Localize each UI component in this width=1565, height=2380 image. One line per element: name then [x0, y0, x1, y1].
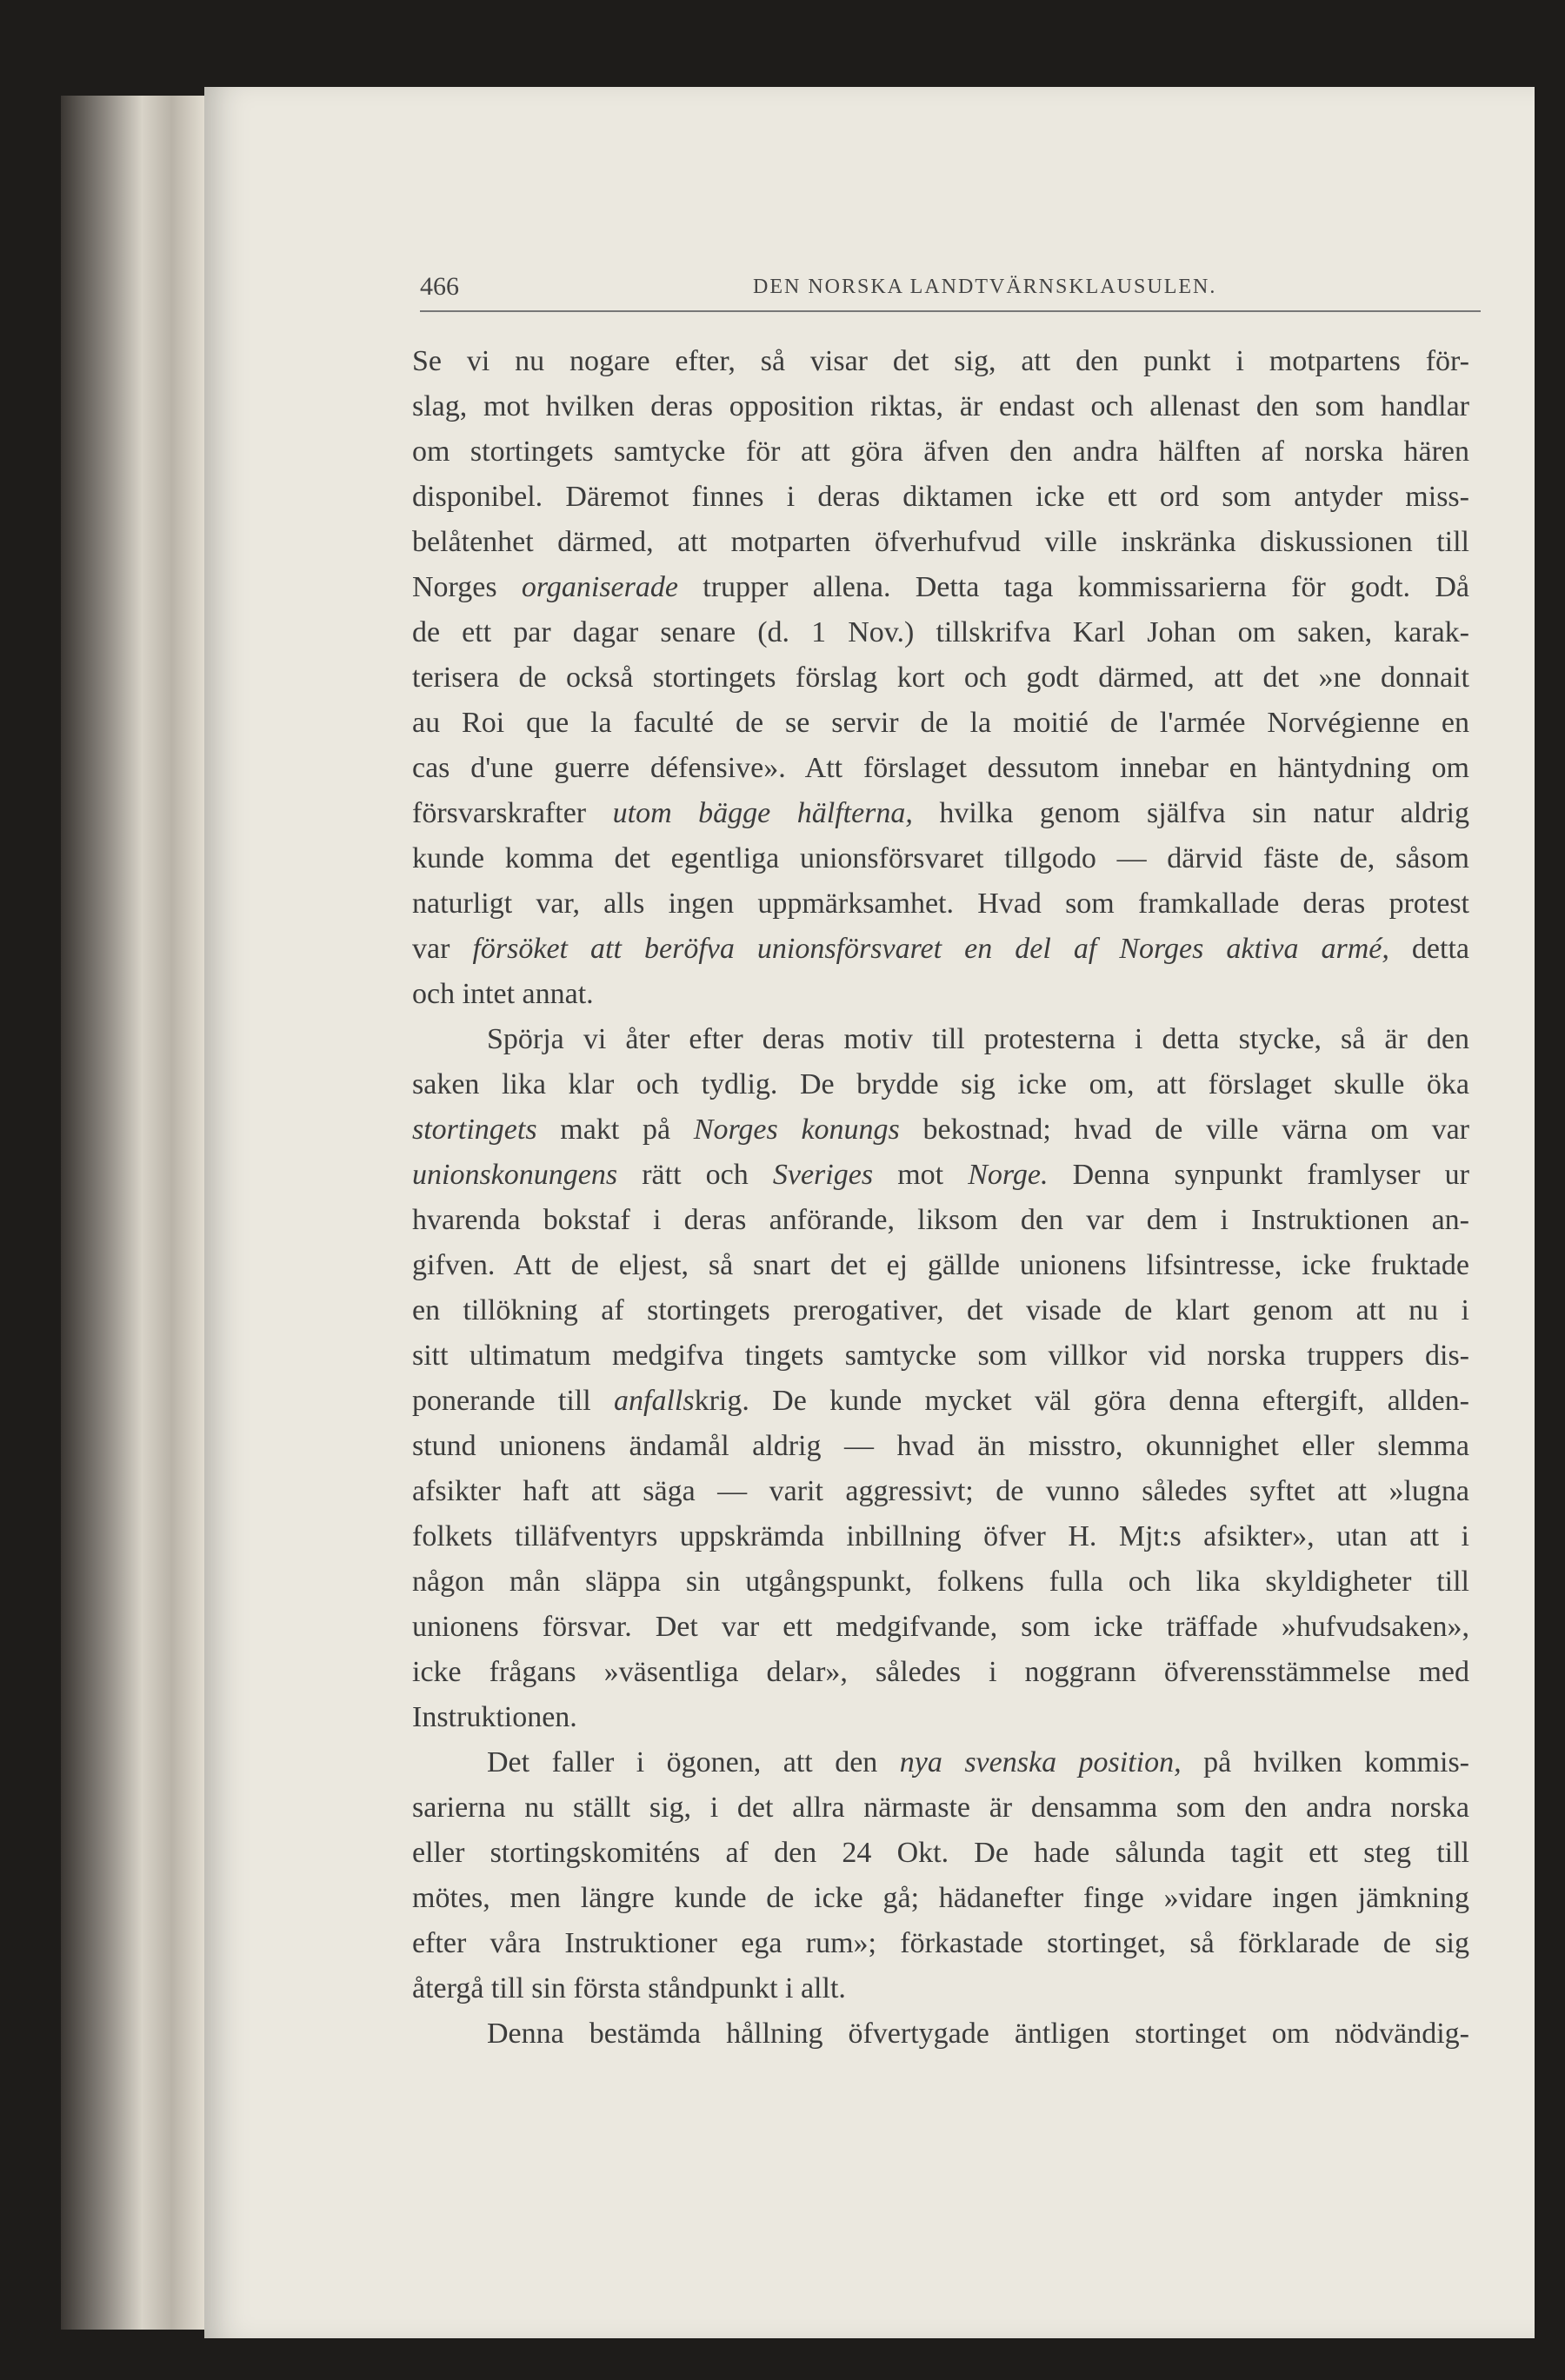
- text-run: detta: [1389, 933, 1469, 965]
- text-run: cas d'une guerre défensive». Att förslaget dessutom innebar en häntydning om: [412, 752, 1469, 784]
- text-run: de ett par dagar senare (d. 1 Nov.) tillskrifva Karl Johan om saken, karak-: [412, 616, 1469, 648]
- italic-text: unionskonungens: [412, 1159, 618, 1191]
- text-run: Se vi nu nogare efter, så visar det sig, att den punkt i motpartens för-: [412, 345, 1469, 377]
- text-line: [412, 435, 1469, 469]
- text-line: [487, 1022, 1469, 1057]
- text-run: efter våra Instruktioner ega rum»; förkastade stortinget, så förklarade de sig: [412, 1927, 1469, 1959]
- text-run: någon mån släppa sin utgångspunkt, folkens fulla och lika skyldigheter till: [412, 1566, 1469, 1598]
- italic-text: nya svenska position,: [899, 1746, 1182, 1778]
- text-run: om stortingets samtycke för att göra äfven den andra hälften af norska hären: [412, 435, 1469, 468]
- text-run: disponibel. Däremot finnes i deras diktamen icke ett ord som antyder miss-: [412, 481, 1469, 513]
- italic-text: Norge.: [968, 1159, 1049, 1191]
- text-line: [412, 1655, 1469, 1690]
- text-line: [412, 1519, 1469, 1554]
- text-run: Denna bestämda hållning öfvertygade äntligen stortinget om nödvändig-: [487, 2018, 1469, 2050]
- text-run: slag, mot hvilken deras opposition riktas, är endast och allenast den som handlar: [412, 390, 1469, 422]
- text-line: [412, 751, 1469, 786]
- text-line: [412, 1474, 1469, 1509]
- italic-text: Norges konungs: [693, 1114, 900, 1146]
- text-run: terisera de också stortingets förslag kort och godt därmed, att det »ne donnait: [412, 661, 1469, 694]
- text-line: [412, 1881, 1469, 1916]
- text-line: [412, 796, 1469, 831]
- text-run: rätt och: [617, 1159, 773, 1191]
- text-run: au Roi que la faculté de se servir de la moitié de l'armée Norvégienne en: [412, 707, 1469, 739]
- text-line: [412, 1926, 1469, 1961]
- text-run: försvarskrafter: [412, 797, 613, 829]
- page-number: 466: [420, 272, 459, 301]
- text-line: [412, 1700, 1469, 1735]
- text-run: eller stortingskomiténs af den 24 Okt. De hade sålunda tagit ett steg till: [412, 1837, 1469, 1869]
- text-line: [412, 570, 1469, 605]
- text-run: Norges: [412, 571, 522, 603]
- text-run: Spörja vi åter efter deras motiv till protesterna i detta stycke, så är den: [487, 1023, 1469, 1055]
- text-run: mötes, men längre kunde de icke gå; hädanefter finge »vidare ingen jämkning: [412, 1882, 1469, 1914]
- text-line: [412, 706, 1469, 741]
- italic-text: Sveriges: [772, 1159, 874, 1191]
- text-run: mot: [873, 1159, 969, 1191]
- book-page-edges: [61, 96, 209, 2330]
- text-line: [412, 1791, 1469, 1825]
- text-line: [412, 389, 1469, 424]
- text-run: folkets tilläfventyrs uppskrämda inbillning öfver H. Mjt:s afsikter», utan att i: [412, 1520, 1469, 1552]
- text-line: [412, 1248, 1469, 1283]
- text-run: saken lika klar och tydlig. De brydde sig icke om, att förslaget skulle öka: [412, 1068, 1469, 1100]
- text-run: trupper allena. Detta taga kommissarierna för godt. Då: [677, 571, 1469, 603]
- text-line: [412, 1339, 1469, 1373]
- italic-text: organiserade: [521, 571, 678, 603]
- text-run: på hvilken kommis-: [1181, 1746, 1469, 1778]
- text-line: [487, 2017, 1469, 2051]
- text-line: [487, 1745, 1469, 1780]
- text-line: [412, 1565, 1469, 1599]
- text-line: [412, 1429, 1469, 1464]
- text-run: bekostnad; hvad de ville värna om var: [899, 1114, 1470, 1146]
- text-line: [412, 1067, 1469, 1102]
- text-run: sarierna nu ställt sig, i det allra närmaste är densamma som den andra norska: [412, 1792, 1469, 1824]
- text-line: [412, 977, 1469, 1012]
- text-line: [412, 344, 1469, 379]
- text-run: naturligt var, alls ingen uppmärksamhet. Hvad som framkallade deras protest: [412, 888, 1469, 920]
- text-run: kunde komma det egentliga unionsförsvaret tillgodo — därvid fäste de, såsom: [412, 842, 1469, 874]
- text-run: sitt ultimatum medgifva tingets samtycke som villkor vid norska truppers dis-: [412, 1340, 1469, 1372]
- text-line: [412, 525, 1469, 560]
- text-line: [412, 1203, 1469, 1238]
- text-line: [412, 1971, 1469, 2006]
- text-line: [412, 932, 1469, 967]
- text-line: [412, 1836, 1469, 1871]
- text-run: ponerande till: [412, 1385, 614, 1417]
- text-run: en tillökning af stortingets prerogativer, det visade de klart genom att nu i: [412, 1294, 1469, 1326]
- text-run: gifven. Att de eljest, så snart det ej gällde unionens lifsintresse, icke fruktade: [412, 1249, 1469, 1281]
- text-run: Denna synpunkt framlyser ur: [1048, 1159, 1469, 1191]
- header-rule: [420, 310, 1481, 312]
- text-line: [412, 887, 1469, 921]
- italic-text: anfalls: [614, 1385, 695, 1417]
- text-run: unionens försvar. Det var ett medgifvande, som icke träffade »hufvudsaken»,: [412, 1611, 1469, 1643]
- text-run: makt på: [536, 1114, 694, 1146]
- text-line: [412, 841, 1469, 876]
- text-run: var: [412, 933, 473, 965]
- italic-text: försöket att beröfva unionsförsvaret en del af Norges aktiva armé,: [472, 933, 1389, 965]
- text-run: hvilka genom själfva sin natur aldrig: [912, 797, 1469, 829]
- text-line: [412, 615, 1469, 650]
- running-head: [420, 272, 1481, 307]
- text-line: [412, 1610, 1469, 1645]
- text-run: stund unionens ändamål aldrig — hvad än misstro, okunnighet eller slemma: [412, 1430, 1469, 1462]
- text-run: icke frågans »väsentliga delar», således i noggrann öfverensstämmelse med: [412, 1656, 1469, 1688]
- text-line: [412, 661, 1469, 695]
- text-line: [412, 1113, 1469, 1147]
- text-line: [412, 1293, 1469, 1328]
- italic-text: stortingets: [412, 1114, 537, 1146]
- text-line: [412, 1158, 1469, 1193]
- text-line: [412, 1384, 1469, 1419]
- italic-text: utom bägge hälfterna,: [612, 797, 913, 829]
- text-run: krig. De kunde mycket väl göra denna eftergift, allden-: [694, 1385, 1469, 1417]
- text-run: återgå till sin första ståndpunkt i allt.: [412, 1972, 846, 2004]
- text-run: Det faller i ögonen, att den: [487, 1746, 900, 1778]
- text-run: Instruktionen.: [412, 1701, 577, 1733]
- text-run: belåtenhet därmed, att motparten öfverhufvud ville inskränka diskussionen till: [412, 526, 1469, 558]
- text-run: hvarenda bokstaf i deras anförande, liksom den var dem i Instruktionen an-: [412, 1204, 1469, 1236]
- running-title: DEN NORSKA LANDTVÄRNSKLAUSULEN.: [753, 276, 1217, 298]
- text-run: afsikter haft att säga — varit aggressivt; de vunno således syftet att »lugna: [412, 1475, 1469, 1507]
- text-line: [412, 480, 1469, 515]
- text-run: och intet annat.: [412, 978, 594, 1010]
